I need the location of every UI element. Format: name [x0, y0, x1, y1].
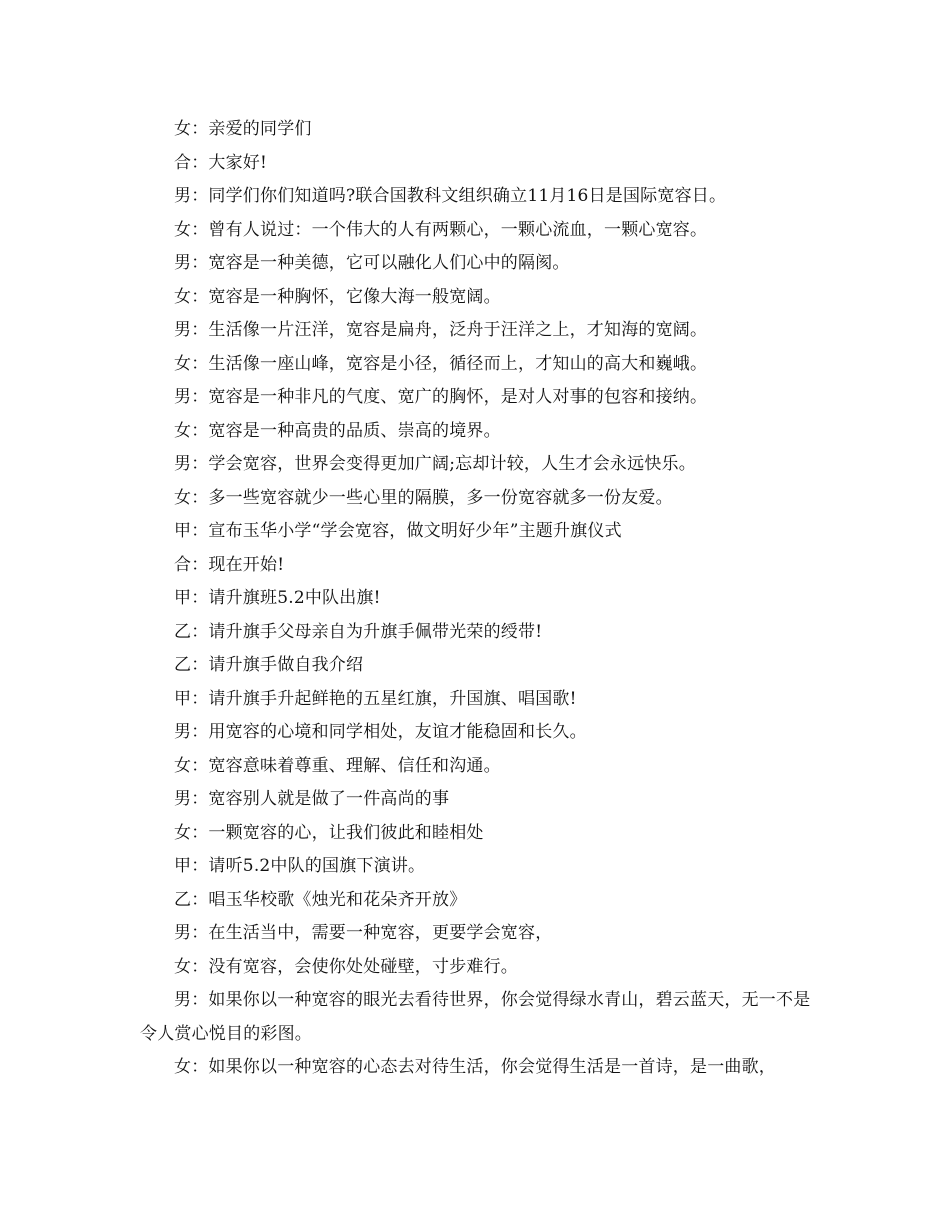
- dialogue-line: 合：大家好!: [174, 152, 268, 173]
- dialogue-line: 女：如果你以一种宽容的心态去对待生活，你会觉得生活是一首诗，是一曲歌，: [174, 1057, 776, 1077]
- dialogue-line: 男：用宽容的心境和同学相处，友谊才能稳固和长久。: [174, 722, 587, 742]
- dialogue-line: 男：宽容是一种非凡的气度、宽广的胸怀，是对人对事的包容和接纳。: [174, 387, 708, 407]
- dialogue-line: 甲：请听5.2中队的国旗下演讲。: [174, 856, 426, 876]
- dialogue-line: 甲：宣布玉华小学“学会宽容，做文明好少年”主题升旗仪式: [174, 521, 622, 541]
- dialogue-line: 乙：请升旗手做自我介绍: [174, 655, 364, 675]
- dialogue-line: 女：多一些宽容就少一些心里的隔膜，多一份宽容就多一份友爱。: [174, 487, 673, 508]
- dialogue-line: 甲：请升旗手升起鲜艳的五星红旗，升国旗、唱国歌!: [174, 688, 577, 709]
- dialogue-line: 女：宽容意味着尊重、理解、信任和沟通。: [174, 755, 501, 776]
- dialogue-line: 男：宽容是一种美德，它可以融化人们心中的隔阂。: [174, 253, 570, 273]
- dialogue-line: 男：如果你以一种宽容的眼光去看待世界，你会觉得绿水青山，碧云蓝天，无一不是令人赏心悦目的彩图。: [140, 990, 811, 1044]
- dialogue-line: 女：宽容是一种高贵的品质、崇高的境界。: [174, 420, 501, 441]
- dialogue-line: 女：宽容是一种胸怀，它像大海一般宽阔。: [174, 286, 501, 307]
- dialogue-line: 男：学会宽容，世界会变得更加广阔;忘却计较，人生才会永远快乐。: [174, 454, 696, 474]
- dialogue-line: 乙：唱玉华校歌《烛光和花朵齐开放》: [174, 889, 467, 910]
- dialogue-line: 女：曾有人说过：一个伟大的人有两颗心，一颗心流血，一颗心宽容。: [174, 219, 708, 240]
- dialogue-line: 甲：请升旗班5.2中队出旗!: [174, 588, 381, 608]
- dialogue-line: 女：没有宽容，会使你处处碰壁，寸步难行。: [174, 956, 518, 977]
- dialogue-line: 男：生活像一片汪洋，宽容是扁舟，泛舟于汪洋之上，才知海的宽阔。: [174, 320, 708, 340]
- dialogue-line: 乙：请升旗手父母亲自为升旗手佩带光荣的绶带!: [174, 621, 543, 642]
- dialogue-line: 男：在生活当中，需要一种宽容，更要学会宽容，: [174, 923, 553, 943]
- dialogue-line: 女：生活像一座山峰，宽容是小径，循径而上，才知山的高大和巍峨。: [174, 353, 708, 374]
- document-body: [140, 113, 820, 1085]
- dialogue-line: 女：一颗宽容的心，让我们彼此和睦相处: [174, 822, 484, 843]
- dialogue-line: 男：同学们你们知道吗?联合国教科文组织确立11月16日是国际宽容日。: [174, 186, 727, 206]
- dialogue-line: 女：亲爱的同学们: [174, 119, 312, 139]
- dialogue-line: 男：宽容别人就是做了一件高尚的事: [174, 789, 450, 809]
- dialogue-line: 合：现在开始!: [174, 554, 285, 575]
